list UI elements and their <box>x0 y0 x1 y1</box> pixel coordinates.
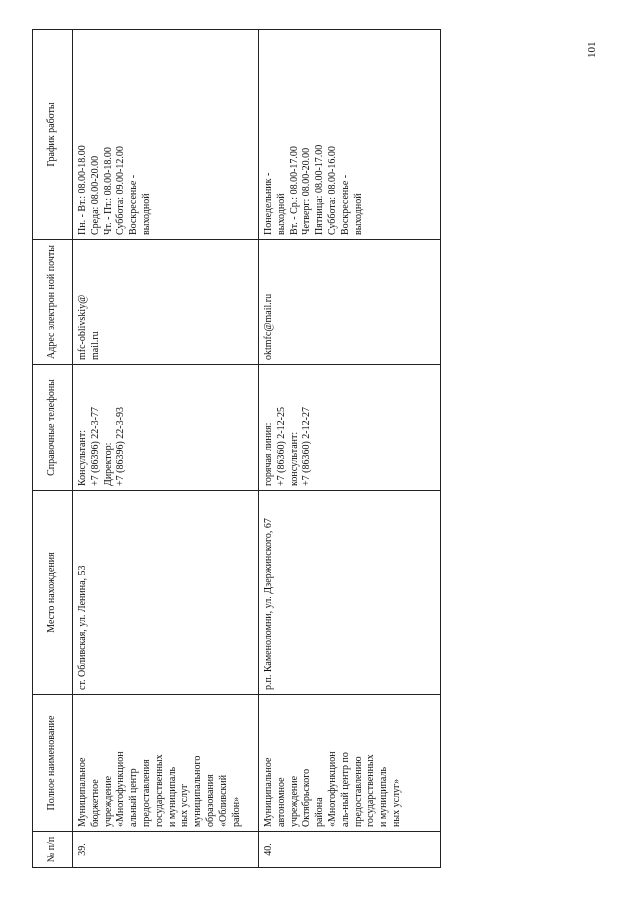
cell-line: альный центр <box>128 768 140 827</box>
row-name <box>259 695 441 832</box>
cell-line: предоставления <box>140 759 152 827</box>
header-address: Место нахождения <box>33 491 73 695</box>
cell-line: Октябрьского <box>301 768 313 827</box>
cell-line: Воскресенье - <box>128 174 140 235</box>
table-row <box>259 30 441 868</box>
cell-line: Муниципальное <box>77 757 88 827</box>
mfc-table <box>32 29 441 868</box>
cell-line: Понедельник - <box>263 172 274 235</box>
cell-line: «Многофункцион <box>326 751 338 827</box>
row-address: р.п. Каменоломни, ул. Дзержинского, 67 <box>259 491 441 695</box>
table-row <box>73 30 259 868</box>
row-name <box>73 695 259 832</box>
cell-line: горячая линия: <box>263 422 274 486</box>
cell-line: ных услуг <box>179 783 191 827</box>
cell-line: Суббота: 08.00-16.00 <box>326 146 338 235</box>
row-email <box>259 240 441 365</box>
table-header-row <box>33 30 73 868</box>
page-number: 101 <box>586 41 598 58</box>
cell-line: государственных <box>365 754 377 827</box>
header-email: Адрес электрон ной почты <box>33 240 73 365</box>
rotated-page-content <box>32 30 440 868</box>
cell-line: и муниципаль <box>166 766 178 827</box>
cell-line: «Обливский <box>217 774 229 827</box>
cell-line: mfc-oblivskiy@ <box>77 294 88 360</box>
cell-line: предоставлению <box>352 756 364 827</box>
cell-line: района <box>314 797 326 827</box>
cell-line: Чт. - Пт.: 08.00-18.00 <box>102 147 114 235</box>
cell-line: государственных <box>153 754 165 827</box>
header-num: № п/п <box>33 832 73 868</box>
cell-line: автономное <box>275 777 287 827</box>
cell-line: выходной <box>352 193 364 235</box>
row-phones <box>259 365 441 491</box>
cell-line: Пятница: 08.00-17.00 <box>314 144 326 235</box>
cell-line: образования <box>204 774 216 827</box>
row-address: ст. Обливская, ул. Ленина, 53 <box>73 491 259 695</box>
header-phones: Справочные телефоны <box>33 365 73 491</box>
cell-line: Среда: 08.00-20.00 <box>89 155 101 235</box>
row-num: 39. <box>73 832 259 868</box>
cell-line: консультант: <box>288 431 300 486</box>
cell-line: Консультант: <box>77 430 88 486</box>
cell-line: учреждение <box>102 775 114 827</box>
cell-line: +7 (86360) 2-12-25 <box>275 407 287 486</box>
cell-line: аль-ный центр по <box>339 752 351 827</box>
cell-line: выходной <box>140 193 152 235</box>
cell-line: Пн. - Вт.: 08.00-18.00 <box>77 145 88 235</box>
cell-line: mail.ru <box>89 331 101 360</box>
cell-line: и муниципаль <box>378 766 390 827</box>
row-schedule <box>259 30 441 240</box>
header-name: Полное наименование <box>33 695 73 832</box>
cell-line: Четверг: 08.00-20.00 <box>301 147 313 235</box>
cell-line: район» <box>230 796 242 827</box>
cell-line: ных услуг» <box>390 778 402 827</box>
cell-line: муниципального <box>192 755 204 827</box>
cell-line: выходной <box>275 193 287 235</box>
row-num: 40. <box>259 832 441 868</box>
header-schedule: График работы <box>33 30 73 240</box>
cell-line: +7 (86360) 2-12-27 <box>301 407 313 486</box>
cell-line: бюджетное <box>89 779 101 827</box>
row-schedule <box>73 30 259 240</box>
cell-line: Вт. - Ср.: 08.00-17.00 <box>288 146 300 235</box>
cell-line: Воскресенье - <box>339 174 351 235</box>
row-phones <box>73 365 259 491</box>
cell-line: Муниципальное <box>263 757 274 827</box>
cell-line: Директор: <box>102 442 114 486</box>
cell-line: «Многофункцион <box>115 751 127 827</box>
cell-line: +7 (86396) 22-3-77 <box>89 407 101 486</box>
cell-line: Суббота: 09.00-12.00 <box>115 146 127 235</box>
cell-line: +7 (86396) 22-3-93 <box>115 407 127 486</box>
row-email <box>73 240 259 365</box>
cell-line: учреждение <box>288 775 300 827</box>
cell-line: oktmfc@mail.ru <box>263 293 274 360</box>
